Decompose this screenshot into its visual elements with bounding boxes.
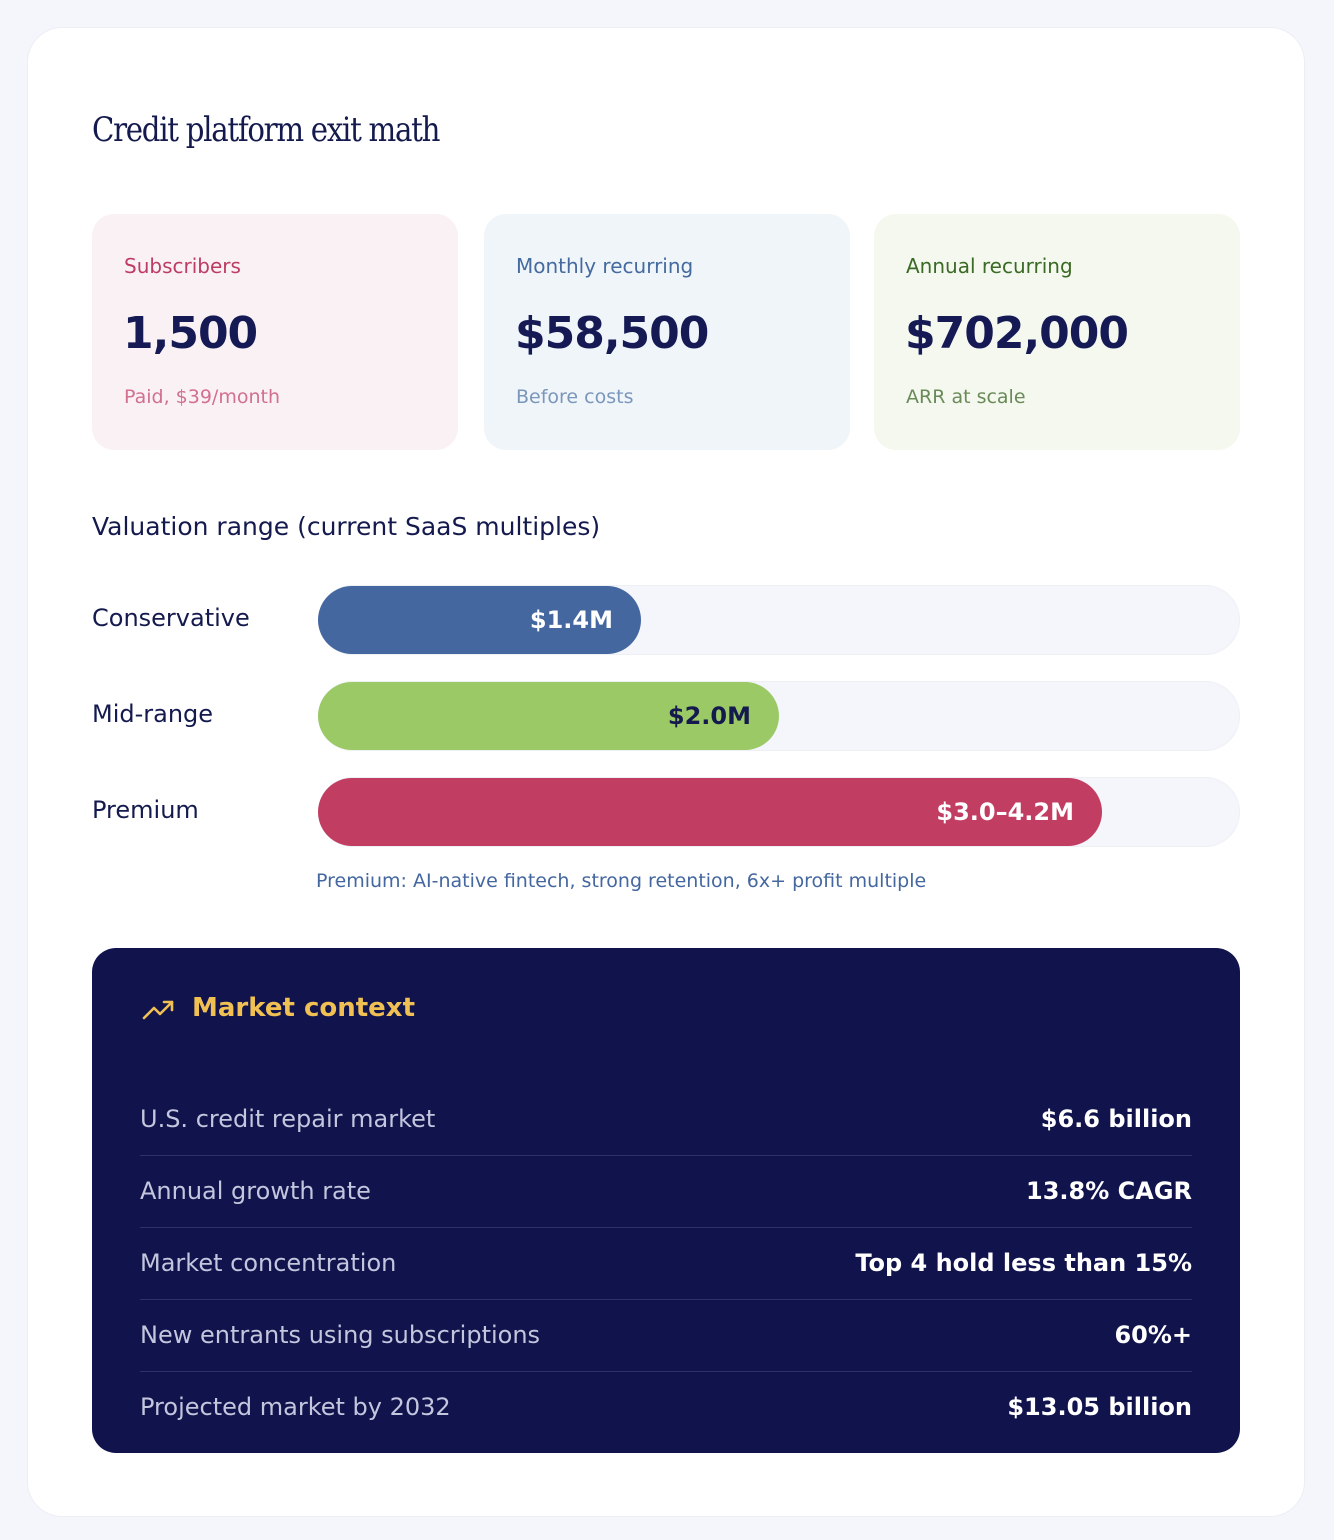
market-row-value: $13.05 billion [1007,1393,1192,1421]
market-row-label: Market concentration [140,1249,397,1277]
market-row-value: 60%+ [1114,1321,1192,1349]
metric-value: $58,500 [515,308,709,359]
market-row-label: Annual growth rate [140,1177,371,1205]
bar-track-conservative [318,585,1240,655]
bar-label-mid-range: Mid-range [92,700,214,728]
bar-fill-premium: $3.0–4.2M [318,778,1102,846]
trending-up-icon [142,998,176,1022]
valuation-section-title: Valuation range (current SaaS multiples) [92,512,601,541]
metric-card-monthly-recurring [484,214,850,450]
metric-card-annual-recurring [874,214,1240,450]
market-row [140,1083,1192,1156]
market-row [140,1155,1192,1228]
metric-note: Paid, $39/month [124,386,280,408]
market-row-value: 13.8% CAGR [1026,1177,1192,1205]
metric-card-subscribers [92,214,458,450]
metric-label: Monthly recurring [516,254,694,278]
bar-fill-conservative: $1.4M [318,586,641,654]
market-context-panel [92,948,1240,1453]
market-row [140,1227,1192,1300]
bar-label-conservative: Conservative [92,604,250,632]
metric-note: ARR at scale [906,386,1026,408]
market-row [140,1299,1192,1372]
market-row-label: U.S. credit repair market [140,1105,436,1133]
page-title: Credit platform exit math [92,110,440,150]
market-row-value: $6.6 billion [1040,1105,1192,1133]
metric-note: Before costs [516,386,634,408]
metric-label: Annual recurring [906,254,1073,278]
market-context-title: Market context [192,993,415,1023]
metric-value: 1,500 [123,308,258,359]
bar-track-premium [318,777,1240,847]
bar-fill-mid-range: $2.0M [318,682,779,750]
market-row-value: Top 4 hold less than 15% [855,1249,1192,1277]
bar-track-mid-range [318,681,1240,751]
valuation-note: Premium: AI-native fintech, strong retention, 6x+ profit multiple [316,870,927,892]
market-row [140,1371,1192,1443]
bar-label-premium: Premium [92,796,199,824]
metric-label: Subscribers [124,254,241,278]
exit-math-card [28,28,1304,1516]
market-row-label: New entrants using subscriptions [140,1321,541,1349]
market-row-label: Projected market by 2032 [140,1393,451,1421]
metric-value: $702,000 [905,308,1129,359]
